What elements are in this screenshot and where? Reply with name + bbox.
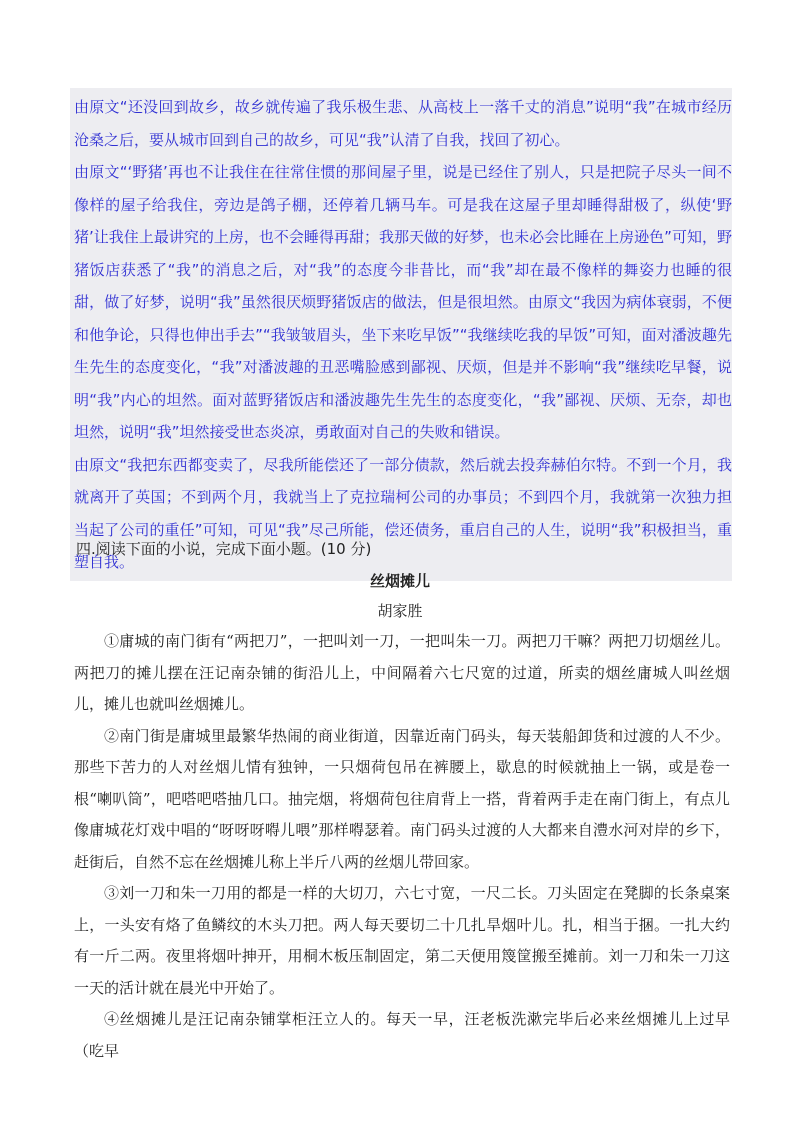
story-paragraph: ①庸城的南门街有“两把刀”，一把叫刘一刀，一把叫朱一刀。两把刀干嘛？两把刀切烟丝儿。两把刀的摊儿摆在汪记南杂铺的街沿儿上，中间隔着六七尺宽的过道，所卖的烟丝庸城人叫丝烟儿，摊儿也就叫丝烟摊儿。 [74,632,730,713]
answer-paragraph: 由原文“‘野猪’再也不让我住在往常住惯的那间屋子里，说是已经住了别人，只是把院子尽头一间不像样的屋子给我住，旁边是鸽子棚，还停着几辆马车。可是我在这屋子里却睡得甜极了，纵使‘野猪’让我住上最讲究的上房，也不会睡得再甜；我那天做的好梦，也未必会比睡在上房逊色”可知，野猪饭店获悉了“我”的消息之后，对“我”的态度今非昔比，而“我”却在最不像样的舞姿力也睡的很甜，做了好梦，说明“我”虽然很厌烦野猪饭店的做法，但是很坦然。由原文“我因为病体衰弱，不便和他争论，只得也伸出手去”“我皱皱眉头，坐下来吃早饭”“我继续吃我的早饭”可知，面对潘波趣先生先生的态度变化，“我”对潘波趣的丑恶嘴脸感到鄙视、厌烦，但是并不影响“我”继续吃早餐，说明“我”内心的坦然。面对蓝野猪饭店和潘波趣先生先生的态度变化，“我”鄙视、厌烦、无奈，却也坦然，说明“我”坦然接受世态炎凉，勇敢面对自己的失败和错误。 [74,163,732,441]
story-body [74,626,730,1067]
story-paragraph: ③刘一刀和朱一刀用的都是一样的大切刀，六七寸宽，一尺二长。刀头固定在凳脚的长条桌案上，一头安有烙了鱼鳞纹的木头刀把。两人每天要切二十几扎旱烟叶儿。扎，相当于捆。一扎大约有一斤二两。夜里将烟叶抻开，用桐木板压制固定，第二天便用篾筐搬至摊前。刘一刀和朱一刀这一天的活计就在晨光中开始了。 [74,884,730,997]
answer-paragraph: 由原文“还没回到故乡，故乡就传遍了我乐极生悲、从高枝上一落千丈的消息”说明“我”在城市经历沧桑之后，要从城市回到自己的故乡，可见“我”认清了自我，找回了初心。 [74,98,732,149]
story-paragraph: ②南门街是庸城里最繁华热闹的商业街道，因靠近南门码头，每天装船卸货和过渡的人不少。那些下苦力的人对丝烟儿情有独钟，一只烟荷包吊在裤腰上，歇息的时候就抽上一锅，或是卷一根“喇叭筒”，吧嗒吧嗒抽几口。抽完烟，将烟荷包往肩背上一搭，背着两手走在南门街上，有点儿像庸城花灯戏中唱的“呀呀呀嘚儿喂”那样嘚瑟着。南门码头过渡的人大都来自澧水河对岸的乡下，赶街后，自然不忘在丝烟摊儿称上半斤八两的丝烟儿带回家。 [74,726,730,871]
story-paragraph: ④丝烟摊儿是汪记南杂铺掌柜汪立人的。每天一早，汪老板洗漱完毕后必来丝烟摊儿上过早（吃早 [74,1010,730,1060]
story-author: 胡家胜 [377,602,423,620]
question-header: 四.阅读下面的小说，完成下面小题。(10 分) [76,540,372,558]
answer-explanation-block [70,88,732,581]
answer-paragraph: 由原文“我把东西都变卖了，尽我所能偿还了一部分债款，然后就去投奔赫伯尔特。不到一个月，我就离开了英国；不到两个月，我就当上了克拉瑞柯公司的办事员；不到四个月，我就第一次独力担当起了公司的重任”可知，可见“我”尽己所能，偿还债务，重启自己的人生，说明“我”积极担当，重塑自我。 [74,455,732,571]
story-title: 丝烟摊儿 [369,572,430,590]
